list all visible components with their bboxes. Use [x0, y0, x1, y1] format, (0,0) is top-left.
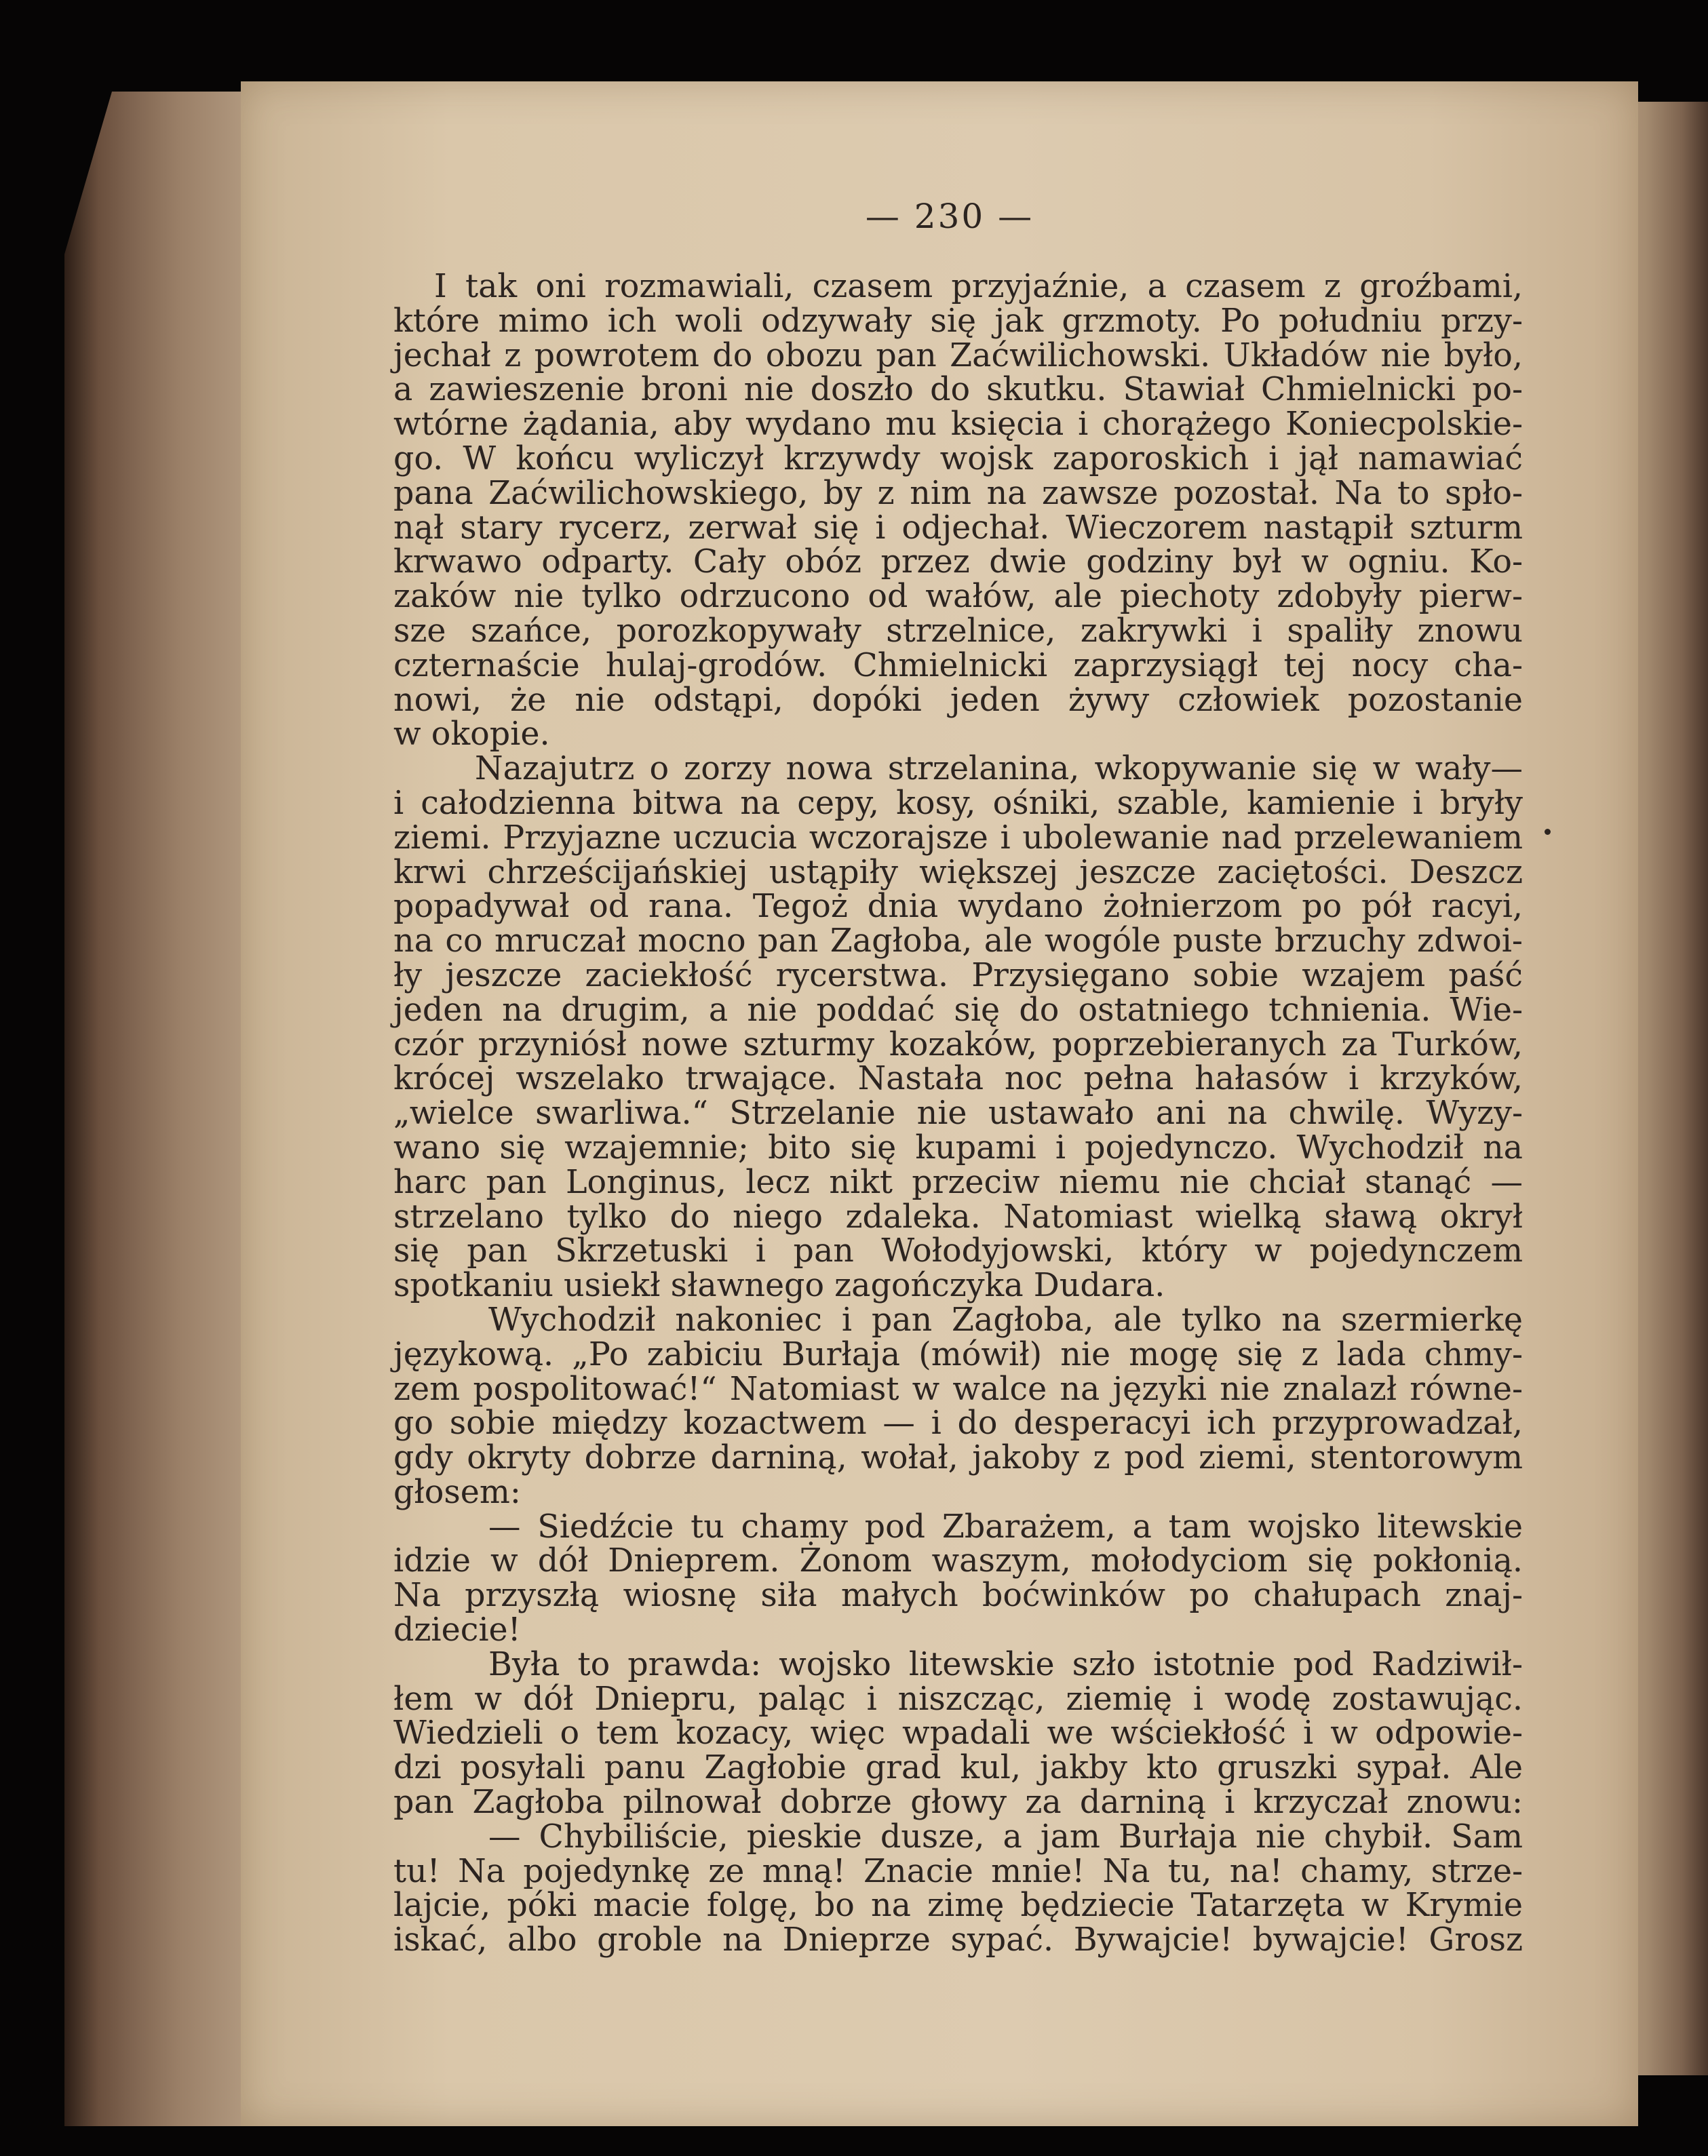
text-line: — Chybiliście, pieskie dusze, a jam Burłaja nie chybił. Sam	[488, 1818, 1523, 1856]
text-line: Na przyszłą wiosnę siła małych boćwinków po chałupach znaj-	[393, 1577, 1523, 1615]
text-line: dziecie!	[393, 1611, 521, 1649]
text-line: jeden na drugim, a nie poddać się do ostatniego tchnienia. Wie-	[393, 991, 1523, 1029]
text-line: lajcie, póki macie folgę, bo na zimę będziecie Tatarzęta w Krymie	[393, 1887, 1523, 1925]
text-line: spotkaniu usiekł sławnego zagończyka Dudara.	[393, 1267, 1165, 1305]
text-line: które mimo ich woli odzywały się jak grzmoty. Po południu przy-	[393, 302, 1523, 340]
text-line: Była to prawda: wojsko litewskie szło istotnie pod Radziwił-	[488, 1645, 1523, 1683]
text-line: — Siedźcie tu chamy pod Zbarażem, a tam wojsko litewskie	[488, 1508, 1523, 1546]
text-line: krwawo odparty. Cały obóz przez dwie godziny był w ogniu. Ko-	[393, 543, 1523, 581]
text-line: krócej wszelako trwające. Nastała noc pełna hałasów i krzyków,	[393, 1060, 1523, 1098]
text-line: krwi chrześcijańskiej ustąpiły większej jeszcze zaciętości. Deszcz	[393, 853, 1523, 891]
text-line: go. W końcu wyliczył krzywdy wojsk zaporoskich i jął namawiać	[393, 439, 1523, 477]
text-line: pana Zaćwilichowskiego, by z nim na zawsze pozostał. Na to spło-	[393, 474, 1523, 512]
text-line: na co mruczał mocno pan Zagłoba, ale wogóle puste brzuchy zdwoi-	[393, 922, 1523, 960]
book-page-edges-left	[64, 92, 254, 2126]
text-line: głosem:	[393, 1473, 521, 1511]
text-line: jechał z powrotem do obozu pan Zaćwilichowski. Układów nie było,	[393, 336, 1523, 374]
text-line: czór przyniósł nowe szturmy kozaków, poprzebieranych za Turków,	[393, 1025, 1523, 1063]
text-line: Wychodził nakoniec i pan Zagłoba, ale tylko na szermierkę	[488, 1301, 1523, 1339]
text-line: czternaście hulaj-grodów. Chmielnicki zaprzysiągł tej nocy cha-	[393, 646, 1523, 684]
text-line: I tak oni rozmawiali, czasem przyjaźnie, a czasem z groźbami,	[434, 268, 1523, 305]
text-line: i całodzienna bitwa na cepy, kosy, ośniki, szable, kamienie i bryły	[393, 784, 1523, 822]
text-line: wano się wzajemnie; bito się kupami i pojedynczo. Wychodził na	[393, 1129, 1523, 1167]
text-line: zaków nie tylko odrzucono od wałów, ale piechoty zdobyły pierw-	[393, 578, 1523, 616]
text-line: ziemi. Przyjazne uczucia wczorajsze i ubolewanie nad przelewaniem	[393, 819, 1523, 857]
text-line: Nazajutrz o zorzy nowa strzelanina, wkopywanie się w wały—	[475, 750, 1523, 788]
text-line: tu! Na pojedynkę ze mną! Znacie mnie! Na tu, na! chamy, strze-	[393, 1852, 1523, 1890]
text-line: idzie w dół Dnieprem. Żonom waszym, mołodyciom się pokłonią.	[393, 1542, 1523, 1580]
text-line: dzi posyłali panu Zagłobie grad kul, jakby kto gruszki sypał. Ale	[393, 1749, 1523, 1787]
page-number: — 230 —	[865, 197, 1034, 236]
text-line: w okopie.	[393, 716, 550, 753]
text-line: gdy okryty dobrze darniną, wołał, jakoby z pod ziemi, stentorowym	[393, 1439, 1523, 1477]
text-line: językową. „Po zabiciu Burłaja (mówił) nie mogę się z lada chmy-	[393, 1335, 1523, 1373]
text-line: nowi, że nie odstąpi, dopóki jeden żywy człowiek pozostanie	[393, 681, 1523, 719]
text-line: zem pospolitować!“ Natomiast w walce na języki nie znalazł równe-	[393, 1370, 1523, 1408]
text-line: sze szańce, porozkopywały strzelnice, zakrywki i spaliły znowu	[393, 612, 1523, 650]
page-body-text	[393, 270, 1523, 1958]
text-line: pan Zagłoba pilnował dobrze głowy za darniną i krzyczał znowu:	[393, 1784, 1523, 1822]
text-line: nął stary rycerz, zerwał się i odjechał. Wieczorem nastąpił szturm	[393, 509, 1523, 547]
text-line: popadywał od rana. Tegoż dnia wydano żołnierzom po pół racyi,	[393, 888, 1523, 926]
text-line: go sobie między kozactwem — i do desperacyi ich przyprowadzał,	[393, 1405, 1523, 1443]
text-line: ły jeszcze zaciekłość rycerstwa. Przysięgano sobie wzajem paść	[393, 956, 1523, 994]
text-line: się pan Skrzetuski i pan Wołodyjowski, który w pojedynczem	[393, 1232, 1523, 1270]
text-line: iskać, albo groble na Dnieprze sypać. Bywajcie! bywajcie! Grosz	[393, 1921, 1523, 1959]
text-line: Wiedzieli o tem kozacy, więc wpadali we wściekłość i w odpowie-	[393, 1714, 1523, 1752]
text-line: strzelano tylko do niego zdaleka. Natomiast wielką sławą okrył	[393, 1198, 1523, 1236]
ink-speck	[1545, 829, 1551, 835]
text-line: wtórne żądania, aby wydano mu księcia i chorążego Koniecpolskie-	[393, 406, 1523, 444]
text-line: „wielce swarliwa.“ Strzelanie nie ustawało ani na chwilę. Wyzy-	[393, 1095, 1523, 1133]
text-line: harc pan Longinus, lecz nikt przeciw niemu nie chciał stanąć —	[393, 1163, 1523, 1201]
text-line: łem w dół Dniepru, paląc i niszcząc, ziemię i wodę zostawując.	[393, 1680, 1523, 1718]
text-line: a zawieszenie broni nie doszło do skutku. Stawiał Chmielnicki po-	[393, 371, 1523, 409]
